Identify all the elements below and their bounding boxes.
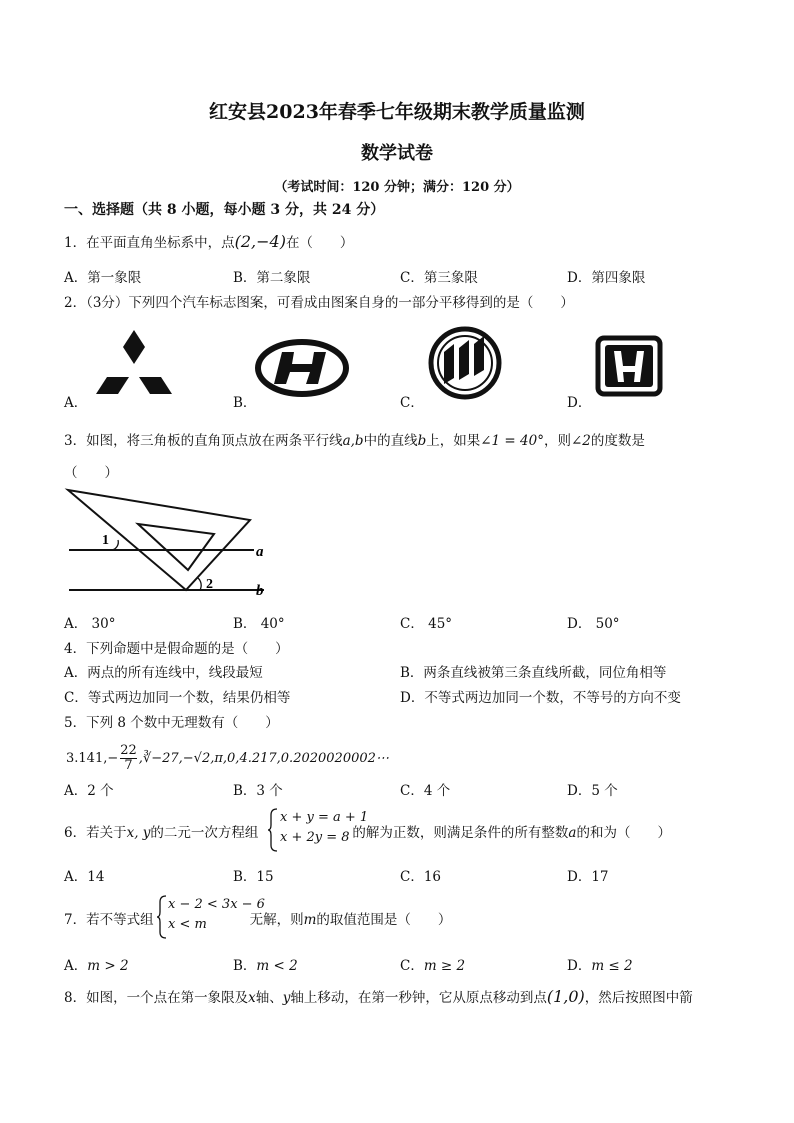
fig-label-1: 1	[102, 533, 109, 548]
q7-brace-icon	[157, 895, 167, 939]
q5-fraction	[120, 744, 137, 773]
q3-option-d[interactable]: D． 50°	[567, 616, 620, 632]
q7-option-a-label: A．	[64, 958, 88, 974]
q7-text-2: 无解，则	[249, 912, 304, 928]
q7-option-d[interactable]	[567, 954, 633, 974]
q3-text-3: 上，如果	[426, 433, 481, 449]
q7-option-c[interactable]	[400, 954, 465, 974]
exam-info: （考试时间：120 分钟；满分：120 分）	[274, 180, 520, 195]
question-2: 2．（3分）下列四个汽车标志图案，可看成由图案自身的一部分平移得到的是（ ）	[64, 295, 574, 311]
q6-equation-system	[280, 808, 368, 848]
q2-option-d[interactable]: D．	[567, 395, 592, 411]
q6-a: a	[568, 825, 577, 841]
q3-text-5: 的度数是	[590, 433, 645, 449]
question-3	[64, 429, 645, 449]
triangle-parallel-lines-figure	[64, 486, 284, 598]
q6-option-a[interactable]: A．14	[64, 869, 105, 885]
q7-m: m	[303, 912, 317, 928]
q8-text: 8．如图，一个点在第一象限及	[64, 990, 249, 1006]
fig-label-a: a	[256, 544, 264, 560]
q6-option-d[interactable]: D．17	[567, 869, 609, 885]
q7-option-c-label: C．	[400, 958, 424, 974]
q3-b: b	[417, 433, 427, 449]
q2-option-a[interactable]: A．	[64, 395, 88, 411]
q6-eq1: x + y = a + 1	[280, 810, 369, 825]
q7-option-b-math: m < 2	[256, 958, 298, 974]
q7-text-3: 的取值范围是（ ）	[316, 912, 452, 928]
exam-title: 红安县2023年春季七年级期末教学质量监测	[209, 101, 585, 123]
q2-option-c[interactable]: C．	[400, 395, 424, 411]
q5-numbers-end: ,∛−27,−√2,π,0,4.217,0.2020020002⋯	[138, 751, 389, 766]
q3-text: 3．如图，将三角板的直角顶点放在两条平行线	[64, 433, 343, 449]
honda-logo-icon	[596, 336, 662, 396]
q5-frac-num: 22	[120, 743, 137, 758]
q1-text-end: 在（ ）	[285, 235, 354, 251]
question-1	[64, 231, 353, 251]
q5-numbers	[66, 744, 389, 773]
q7-option-a-math: m > 2	[87, 958, 129, 974]
fig-label-b: b	[256, 583, 264, 599]
q6-option-b[interactable]: B．15	[233, 869, 274, 885]
q4-option-d[interactable]: D．不等式两边加同一个数，不等号的方向不变	[400, 690, 681, 706]
q1-text: 1．在平面直角坐标系中，点	[64, 235, 235, 251]
q3-option-a[interactable]: A． 30°	[64, 616, 116, 632]
q5-option-c[interactable]: C．4 个	[400, 783, 451, 799]
question-4: 4．下列命题中是假命题的是（ ）	[64, 641, 289, 657]
q3-text-4: ，则	[543, 433, 571, 449]
q8-text-2: 轴、	[255, 990, 283, 1006]
q4-option-c[interactable]: C．等式两边加同一个数，结果仍相等	[64, 690, 291, 706]
q7-option-b-label: B．	[233, 958, 257, 974]
q6-brace-icon	[268, 808, 278, 852]
q3-angle1: ∠1 = 40°	[480, 433, 544, 449]
q7-option-d-label: D．	[567, 958, 592, 974]
fig-label-2: 2	[206, 577, 213, 592]
q5-option-d[interactable]: D．5 个	[567, 783, 618, 799]
q7-option-d-math: m ≤ 2	[591, 958, 633, 974]
question-8	[64, 986, 693, 1006]
q1-option-c[interactable]: C．第三象限	[400, 270, 478, 286]
q7-option-b[interactable]	[233, 954, 298, 974]
q3-blank: （ ）	[64, 465, 118, 481]
q1-option-d[interactable]: D．第四象限	[567, 270, 646, 286]
q6-text-4: 的和为（ ）	[576, 825, 671, 841]
q5-numbers-start: 3.141,−	[66, 751, 119, 766]
q8-text-3: 轴上移动，在第一秒钟，它从原点移动到点	[290, 990, 547, 1006]
q3-angle2: ∠2	[570, 433, 591, 449]
section-heading: 一、选择题（共 8 小题，每小题 3 分，共 24 分）	[64, 202, 385, 218]
q8-x: x	[248, 990, 256, 1006]
buick-logo-icon	[428, 326, 502, 400]
q6-eq2: x + 2y = 8	[280, 830, 350, 845]
q7-ineq2: x < m	[168, 917, 207, 932]
q3-ab: a,b	[342, 433, 364, 449]
q5-frac-den: 7	[124, 758, 133, 773]
q7-option-c-math: m ≥ 2	[423, 958, 466, 974]
q1-option-b[interactable]: B．第二象限	[233, 270, 311, 286]
q5-option-b[interactable]: B．3 个	[233, 783, 283, 799]
q5-option-a[interactable]: A．2 个	[64, 783, 114, 799]
q1-point: (2,−4)	[234, 232, 286, 251]
q7-inequality-system	[168, 895, 265, 935]
mitsubishi-logo-icon	[96, 330, 172, 396]
q3-option-b[interactable]: B． 40°	[233, 616, 285, 632]
q3-option-c[interactable]: C． 45°	[400, 616, 453, 632]
q4-option-a[interactable]: A．两点的所有连线中，线段最短	[64, 665, 263, 681]
q8-text-4: ，然后按照图中箭	[584, 990, 693, 1006]
q6-text-2: 的二元一次方程组	[150, 825, 259, 841]
q7-text: 7．若不等式组	[64, 912, 154, 928]
q7-ineq1: x − 2 < 3x − 6	[168, 897, 265, 912]
q8-point: (1,0)	[546, 987, 585, 1006]
q6-text: 6．若关于	[64, 825, 127, 841]
q6-text-3: 的解为正数，则满足条件的所有整数	[352, 825, 569, 841]
question-5: 5．下列 8 个数中无理数有（ ）	[64, 715, 279, 731]
q4-option-b[interactable]: B．两条直线被第三条直线所截，同位角相等	[400, 665, 667, 681]
hyundai-logo-icon	[256, 340, 348, 396]
q1-option-a[interactable]: A．第一象限	[64, 270, 142, 286]
q8-y: y	[282, 990, 291, 1006]
exam-subtitle: 数学试卷	[361, 143, 433, 164]
q2-option-b[interactable]: B．	[233, 395, 257, 411]
q7-option-a[interactable]	[64, 954, 129, 974]
q3-text-2: 中的直线	[363, 433, 418, 449]
q6-vars: x, y	[126, 825, 151, 841]
q6-option-c[interactable]: C．16	[400, 869, 442, 885]
